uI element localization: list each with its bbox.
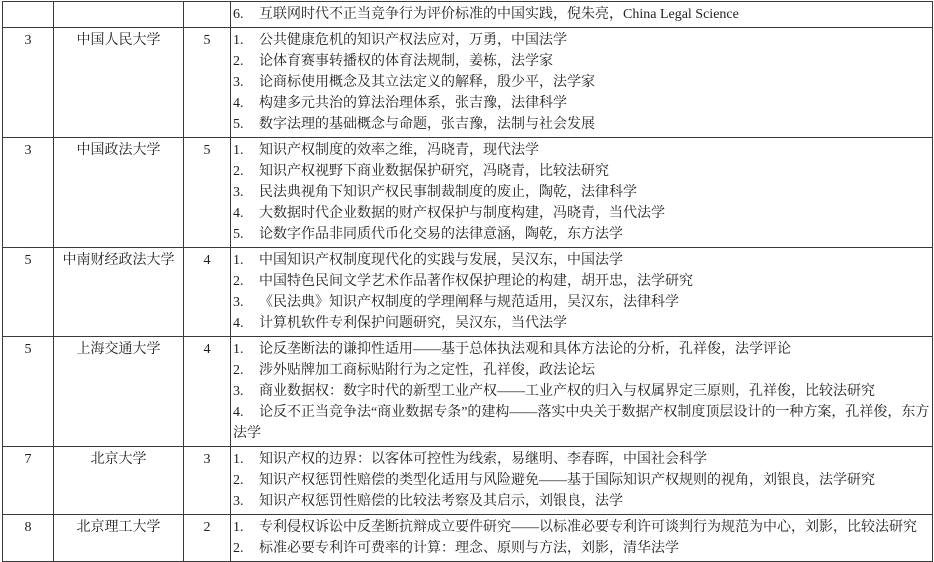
paper-text: 中国知识产权制度现代化的实践与发展，吴汉东，中国法学 xyxy=(259,253,623,268)
paper-number: 4. xyxy=(233,96,244,111)
papers-cell xyxy=(231,2,933,28)
paper-text: 《民法典》知识产权制度的学理阐释与规范适用，吴汉东，法律科学 xyxy=(259,295,679,310)
paper-text: 互联网时代不正当竞争行为评价标准的中国实践，倪朱亮，China Legal Science xyxy=(259,7,739,22)
table-row xyxy=(3,447,933,515)
paper-number: 6. xyxy=(233,7,244,22)
count-cell: 4 xyxy=(184,248,231,337)
ranking-table xyxy=(2,1,933,562)
paper-text: 计算机软件专利保护问题研究，吴汉东，当代法学 xyxy=(259,316,567,331)
paper-item xyxy=(233,313,930,334)
paper-number: 2. xyxy=(233,473,244,488)
count-cell: 2 xyxy=(184,515,231,562)
paper-number: 1. xyxy=(233,342,244,357)
rank-cell: 7 xyxy=(3,447,54,515)
paper-number: 2. xyxy=(233,541,244,556)
paper-text: 构建多元共治的算法治理体系，张吉豫，法律科学 xyxy=(259,96,567,111)
table-row xyxy=(3,28,933,138)
count-cell: 5 xyxy=(184,138,231,248)
paper-number: 1. xyxy=(233,520,244,535)
paper-item xyxy=(233,140,930,161)
paper-number: 1. xyxy=(233,33,244,48)
paper-number: 1. xyxy=(233,452,244,467)
table-row xyxy=(3,515,933,562)
count-cell: 3 xyxy=(184,447,231,515)
paper-number: 1. xyxy=(233,143,244,158)
rank-cell: 8 xyxy=(3,515,54,562)
paper-number: 5. xyxy=(233,227,244,242)
university-cell: 中国人民大学 xyxy=(54,28,184,138)
rank-cell: 5 xyxy=(3,337,54,447)
university-cell: 北京理工大学 xyxy=(54,515,184,562)
paper-item xyxy=(233,224,930,245)
paper-item xyxy=(233,339,930,360)
paper-text: 公共健康危机的知识产权法应对，万勇，中国法学 xyxy=(259,33,567,48)
paper-item xyxy=(233,250,930,271)
papers-cell xyxy=(231,337,933,447)
paper-number: 4. xyxy=(233,405,244,420)
paper-item xyxy=(233,292,930,313)
paper-item xyxy=(233,470,930,491)
paper-text: 中国特色民间文学艺术作品著作权保护理论的构建，胡开忠，法学研究 xyxy=(259,274,693,289)
count-cell xyxy=(184,2,231,28)
paper-number: 4. xyxy=(233,316,244,331)
papers-cell xyxy=(231,515,933,562)
paper-text: 知识产权制度的效率之维，冯晓青，现代法学 xyxy=(259,143,539,158)
paper-text: 知识产权惩罚性赔偿的类型化适用与风险避免——基于国际知识产权规则的视角，刘银良，法学研究 xyxy=(259,473,875,488)
table-row xyxy=(3,337,933,447)
paper-item xyxy=(233,51,930,72)
paper-item xyxy=(233,161,930,182)
rank-cell xyxy=(3,2,54,28)
paper-item xyxy=(233,449,930,470)
rank-cell: 3 xyxy=(3,138,54,248)
university-cell: 中国政法大学 xyxy=(54,138,184,248)
papers-cell xyxy=(231,248,933,337)
paper-item xyxy=(233,491,930,512)
paper-text: 论数字作品非同质代币化交易的法律意涵，陶乾，东方法学 xyxy=(259,227,623,242)
paper-item xyxy=(233,72,930,93)
university-cell: 上海交通大学 xyxy=(54,337,184,447)
rank-cell: 3 xyxy=(3,28,54,138)
table-body xyxy=(3,2,933,562)
paper-text: 标准必要专利许可费率的计算：理念、原则与方法，刘影，清华法学 xyxy=(259,541,679,556)
paper-number: 5. xyxy=(233,117,244,132)
paper-text: 涉外贴牌加工商标贴附行为之定性，孔祥俊，政法论坛 xyxy=(259,363,595,378)
paper-text: 数字法理的基础概念与命题，张吉豫，法制与社会发展 xyxy=(259,117,595,132)
table-row xyxy=(3,248,933,337)
paper-number: 3. xyxy=(233,384,244,399)
paper-item xyxy=(233,114,930,135)
paper-number: 2. xyxy=(233,54,244,69)
paper-text: 论反垄断法的谦抑性适用——基于总体执法观和具体方法论的分析，孔祥俊，法学评论 xyxy=(259,342,791,357)
paper-text: 商业数据权：数字时代的新型工业产权——工业产权的归入与权属界定三原则，孔祥俊，比较法研究 xyxy=(259,384,875,399)
paper-item xyxy=(233,517,930,538)
paper-number: 4. xyxy=(233,206,244,221)
paper-text: 民法典视角下知识产权民事制裁制度的废止，陶乾，法律科学 xyxy=(259,185,637,200)
paper-item xyxy=(233,360,930,381)
paper-item xyxy=(233,93,930,114)
table-row xyxy=(3,2,933,28)
paper-item xyxy=(233,402,930,444)
paper-number: 3. xyxy=(233,75,244,90)
papers-cell xyxy=(231,28,933,138)
paper-number: 2. xyxy=(233,274,244,289)
paper-text: 知识产权视野下商业数据保护研究，冯晓青，比较法研究 xyxy=(259,164,609,179)
paper-item xyxy=(233,30,930,51)
university-cell xyxy=(54,2,184,28)
paper-text: 知识产权的边界：以客体可控性为线索，易继明、李春晖，中国社会科学 xyxy=(259,452,707,467)
paper-number: 2. xyxy=(233,164,244,179)
paper-number: 1. xyxy=(233,253,244,268)
paper-item xyxy=(233,538,930,559)
paper-number: 3. xyxy=(233,295,244,310)
papers-cell xyxy=(231,447,933,515)
paper-text: 论体育赛事转播权的体育法规制，姜栋，法学家 xyxy=(259,54,553,69)
paper-number: 2. xyxy=(233,363,244,378)
paper-item xyxy=(233,182,930,203)
rank-cell: 5 xyxy=(3,248,54,337)
paper-text: 专利侵权诉讼中反垄断抗辩成立要件研究——以标准必要专利许可谈判行为规范为中心，刘影，比较法研究 xyxy=(259,520,917,535)
count-cell: 5 xyxy=(184,28,231,138)
paper-text: 论商标使用概念及其立法定义的解释，殷少平，法学家 xyxy=(259,75,595,90)
paper-text: 大数据时代企业数据的财产权保护与制度构建，冯晓青，当代法学 xyxy=(259,206,665,221)
paper-item xyxy=(233,203,930,224)
count-cell: 4 xyxy=(184,337,231,447)
university-cell: 北京大学 xyxy=(54,447,184,515)
paper-item xyxy=(233,381,930,402)
paper-number: 3. xyxy=(233,494,244,509)
papers-cell xyxy=(231,138,933,248)
paper-text: 知识产权惩罚性赔偿的比较法考察及其启示，刘银良，法学 xyxy=(259,494,623,509)
university-cell: 中南财经政法大学 xyxy=(54,248,184,337)
paper-text: 论反不正当竞争法“商业数据专条”的建构——落实中央关于数据产权制度顶层设计的一种方案，孔祥俊，东方法学 xyxy=(233,405,930,441)
paper-item xyxy=(233,4,930,25)
paper-number: 3. xyxy=(233,185,244,200)
table-row xyxy=(3,138,933,248)
paper-item xyxy=(233,271,930,292)
